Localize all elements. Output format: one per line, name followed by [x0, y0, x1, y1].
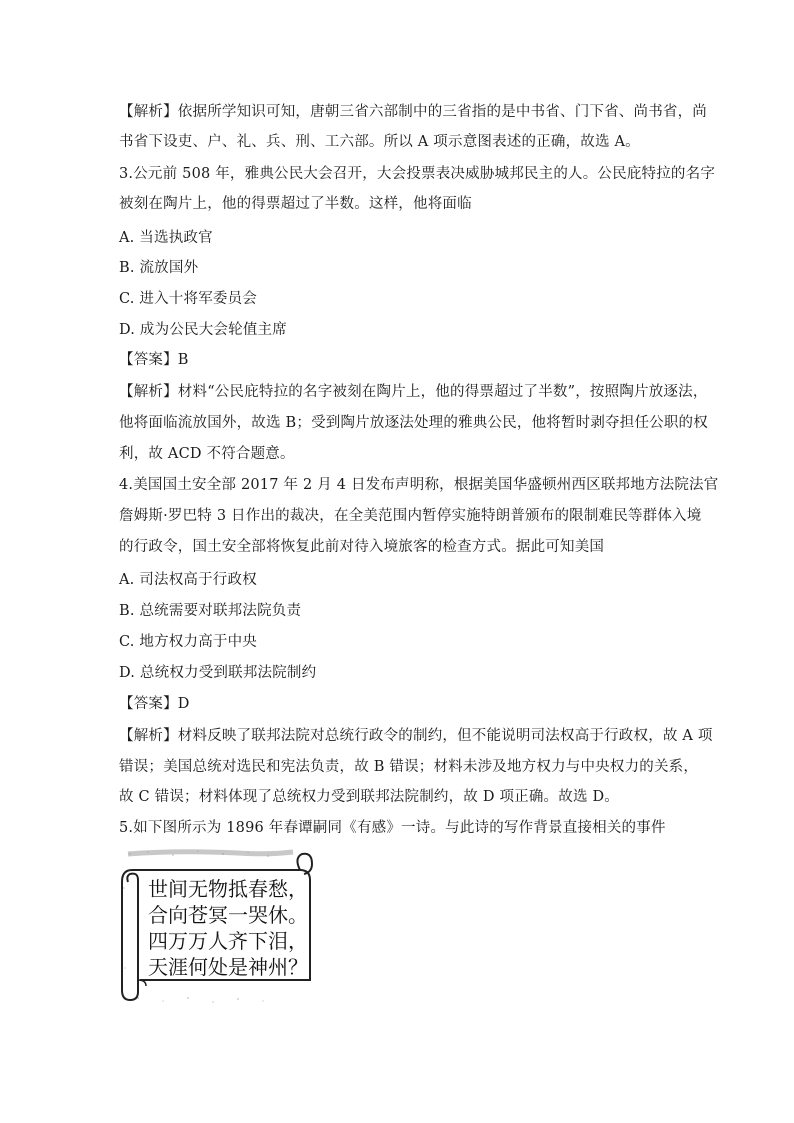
- q3-option-d: D. 成为公民大会轮值主席: [119, 322, 287, 338]
- q3-answer: 【答案】B: [119, 352, 189, 368]
- q4-option-c: C. 地方权力高于中央: [119, 634, 257, 650]
- poem-line-2: 合向苍冥一哭休。: [148, 903, 308, 927]
- q4-analysis-cont1: 错误；美国总统对选民和宪法负责，故 B 错误；材料未涉及地方权力与中央权力的关系，: [119, 759, 699, 775]
- q3-analysis-cont2: 利，故 ACD 不符合题意。: [119, 446, 295, 462]
- q4-option-b: B. 总统需要对联邦法院负责: [119, 603, 302, 619]
- analysis-q2: 【解析】依据所学知识可知，唐朝三省六部制中的三省指的是中书省、门下省、尚书省，尚: [119, 104, 707, 120]
- q4-option-a: A. 司法权高于行政权: [119, 572, 257, 588]
- q3-option-a: A. 当选执政官: [119, 230, 213, 246]
- q4-answer: 【答案】D: [119, 696, 190, 712]
- q3-analysis: 【解析】材料“公民庇特拉的名字被刻在陶片上，他的得票超过了半数”，按照陶片放逐法，: [119, 384, 708, 400]
- question-5: 5.如下图所示为 1896 年春谭嗣同《有感》一诗。与此诗的写作背景直接相关的事件: [119, 820, 666, 836]
- q4-analysis-cont2: 故 C 错误；材料体现了总统权力受到联邦法院制约，故 D 项正确。故选 D。: [119, 789, 619, 805]
- question-4-cont1: 詹姆斯·罗巴特 3 日作出的裁决，在全美范围内暂停实施特朗普颁布的限制难民等群体入境: [119, 508, 702, 524]
- poem-line-3: 四万万人齐下泪，: [148, 929, 308, 953]
- analysis-q2-cont: 书省下设吏、户、礼、兵、刑、工六部。所以 A 项示意图表述的正确，故选 A。: [119, 134, 640, 150]
- q4-analysis: 【解析】材料反映了联邦法院对总统行政令的制约，但不能说明司法权高于行政权，故 A 项: [119, 728, 713, 744]
- q3-option-b: B. 流放国外: [119, 260, 199, 276]
- question-4: 4.美国国土安全部 2017 年 2 月 4 日发布声明称，根据美国华盛顿州西区联邦地方法院法官: [119, 477, 719, 493]
- q4-option-d: D. 总统权力受到联邦法院制约: [119, 665, 317, 681]
- question-3: 3.公元前 508 年，雅典公民大会召开，大会投票表决威胁城邦民主的人。公民庇特拉的名字: [119, 166, 716, 182]
- q3-option-c: C. 进入十将军委员会: [119, 291, 257, 307]
- question-3-cont: 被刻在陶片上，他的得票超过了半数。这样，他将面临: [119, 196, 472, 212]
- question-4-cont2: 的行政令，国土安全部将恢复此前对待入境旅客的检查方式。据此可知美国: [119, 539, 605, 555]
- q3-analysis-cont1: 他将面临流放国外，故选 B；受到陶片放逐法处理的雅典公民，他将暂时剥夺担任公职的权: [119, 415, 708, 431]
- poem-line-1: 世间无物抵春愁，: [148, 877, 308, 901]
- poem-line-4: 天涯何处是神州？: [148, 955, 308, 979]
